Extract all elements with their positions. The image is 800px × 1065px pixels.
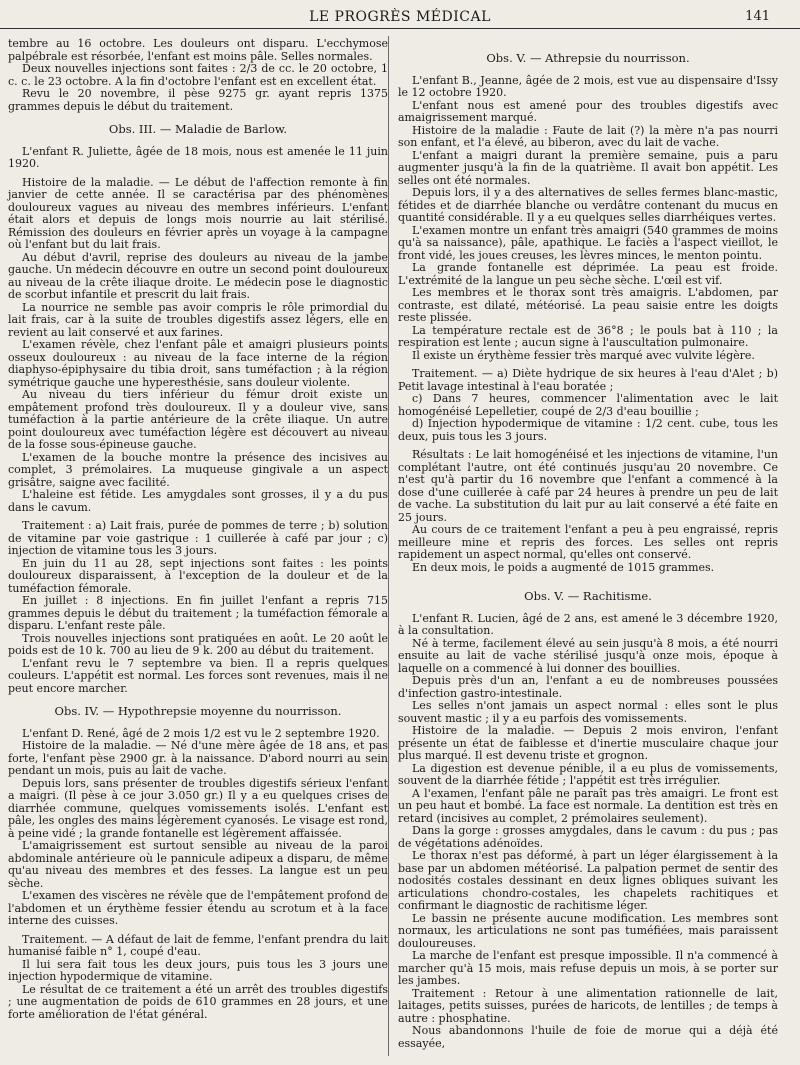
paragraph: Traitement. — A défaut de lait de femme, l'enfant prendra du lait humanisé faible n° 1, coupé d'eau. [8,932,388,958]
right-column [398,38,778,1050]
paragraph: Histoire de la maladie. — Né d'une mère âgée de 18 ans, et pas forte, l'enfant pèse 2900 gr. à la naissance. D'abord nourri au sein pendant un mois, puis au lait de vache. [8,739,388,777]
paragraph: L'enfant R. Juliette, âgée de 18 mois, nous est amenée le 11 juin 1920. [8,144,388,170]
left-column [8,38,388,1021]
paragraph: Le bassin ne présente aucune modification. Les membres sont normaux, les articulations ne sont pas tuméfiées, mais paraissent douloureuses. [398,911,778,950]
page-number: 141 [745,9,770,24]
column-divider [388,36,389,1056]
paragraph: Histoire de la maladie. — Depuis 2 mois environ, l'enfant présente un état de faiblesse et d'inertie musculaire chaque jour plus marqué. Il est devenu triste et grognon. [398,724,778,762]
paragraph: L'examen des viscères ne révèle que de l'empâtement profond de l'abdomen et un érythème fessier étendu au scrotum et à la face interne des cuisses. [8,889,388,927]
paragraph: La nourrice ne semble pas avoir compris le rôle primordial du lait frais, car à la suite de troubles digestifs assez légers, elle en revient au lait conservé et aux farines. [8,300,388,339]
paragraph: Histoire de la maladie. — Le début de l'affection remonte à fin janvier de cette année. Il se caractérisa par des phénomènes douloureux vagues au niveau des membres inférieurs. L'enfant était alors et depuis de longs mois nourrie au lait stérilisé. Rémission des douleurs en février après un voyage à la campagne où l'enfant but du lait frais. [8,175,388,251]
paragraph: En juillet : 8 injections. En fin juillet l'enfant a repris 715 grammes depuis le début du traitement ; la tuméfaction fémorale a disparu. L'enfant reste pâle. [8,594,388,632]
paragraph: La marche de l'enfant est presque impossible. Il n'a commencé à marcher qu'à 15 mois, mais refuse depuis un mois, à se porter sur les jambes. [398,949,778,987]
paragraph: Depuis lors, sans présenter de troubles digestifs sérieux l'enfant a maigri. (Il pèse à ce jour 3.050 gr.) Il y a eu quelques crises de diarrhée commune, quelques vomissements isolés. L'enfant est pâle, les ongles des mains légèrement cyanosés. Le visage est rond, à peine vidé ; la grande fontanelle est légèrement affaissée. [8,776,388,840]
paragraph: En deux mois, le poids a augmenté de 1015 grammes. [412,560,715,574]
observation-heading: Obs. V. — Athrepsie du nourrisson. [486,51,690,65]
observation-heading: Obs. IV. — Hypothrepsie moyenne du nourrisson. [54,704,342,718]
running-header [0,6,800,29]
paragraph: L'enfant nous est amené pour des troubles digestifs avec amaigrissement marqué. [398,98,778,124]
paragraph: L'enfant a maigri durant la première semaine, puis a paru augmenter jusqu'à la fin de la quatrième. Il avait bon appétit. Les selles ont été normales. [398,148,778,187]
paragraph: Il existe un érythème fessier très marqué avec vulvite légère. [412,348,755,362]
paragraph: Trois nouvelles injections sont pratiquées en août. Le 20 août le poids est de 10 k. 700 au lieu de 9 k. 200 au début du traitement. [8,631,388,657]
paragraph: tembre au 16 octobre. Les douleurs ont disparu. L'ecchymose palpébrale est résorbée, l'enfant est moins pâle. Selles normales. [8,37,388,63]
paragraph: Au cours de ce traitement l'enfant a peu à peu engraissé, repris meilleure mine et repris des forces. Les selles ont repris rapidement un aspect normal, qu'elles ont conservé. [398,523,778,561]
paragraph: Deux nouvelles injections sont faites : 2/3 de cc. le 20 octobre, 1 c. c. le 23 octobre. A la fin d'octobre l'enfant est en excellent état. [8,62,388,88]
paragraph: L'enfant D. René, âgé de 2 mois 1/2 est vu le 2 septembre 1920. [22,726,380,740]
paragraph: Traitement : Retour à une alimentation rationnelle de lait, laitages, petits suisses, purées de haricots, de lentilles ; de temps à autre : phosphatine. [398,986,778,1025]
paragraph: Dans la gorge : grosses amygdales, dans le cavum : du pus ; pas de végétations adénoïdes. [398,824,778,850]
paragraph: d) Injection hypodermique de vitamine : 1/2 cent. cube, tous les deux, puis tous les 3 jours. [398,417,778,443]
journal-title: LE PROGRÈS MÉDICAL [309,9,491,25]
paragraph: L'enfant B., Jeanne, âgée de 2 mois, est vue au dispensaire d'Issy le 12 octobre 1920. [398,73,778,99]
paragraph: Au début d'avril, reprise des douleurs au niveau de la jambe gauche. Un médecin découvre en outre un second point douloureux au niveau de la crête iliaque droite. Le médecin pose le diagnostic de scorbut infantile et prescrit du lait frais. [8,250,388,301]
paragraph: Le thorax n'est pas déformé, à part un léger élargissement à la base par un abdomen météorisé. La palpation permet de sentir des nodosités costales dessinant en deux lignes obliques suivant les articulations chondro-costales, les chapelets rachitiques et confirmant le diagnostic de rachitisme léger. [398,849,778,912]
paragraph: L'examen montre un enfant très amaigri (540 grammes de moins qu'à sa naissance), pâle, apathique. Le faciès a l'aspect vieillot, le front vidé, les joues creuses, les lèvres minces, le menton pointu. [398,223,778,262]
paragraph: Résultats : Le lait homogénéisé et les injections de vitamine, l'un complétant l'autre, ont été continués jusqu'au 20 novembre. Ce n'est qu'à partir du 16 novembre que l'enfant a commencé à la dose d'une cuillerée à café par 24 heures à prendre un peu de lait de vache. La substitution du lait pur au lait conservé a été faite en 25 jours. [398,448,778,524]
observation-heading: Obs. V. — Rachitisme. [524,589,652,603]
paragraph: En juin du 11 au 28, sept injections sont faites : les points douloureux disparaissent, à l'exception de la douleur et de la tuméfaction fémorale. [8,556,388,595]
paragraph: Traitement. — a) Diète hydrique de six heures à l'eau d'Alet ; b) Petit lavage intestinal à l'eau boratée ; [398,367,778,393]
paragraph: L'haleine est fétide. Les amygdales sont grosses, il y a du pus dans le cavum. [8,488,388,514]
paragraph: Histoire de la maladie : Faute de lait (?) la mère n'a pas nourri son enfant, et l'a élevé, au biberon, avec du lait de vache. [398,123,778,149]
paragraph: La grande fontanelle est déprimée. La peau est froide. L'extrémité de la langue un peu sèche sèche. L'œil est vif. [398,261,778,287]
observation-heading: Obs. III. — Maladie de Barlow. [108,122,288,136]
paragraph: L'enfant R. Lucien, âgé de 2 ans, est amené le 3 décembre 1920, à la consultation. [398,611,778,637]
paragraph: Il lui sera fait tous les deux jours, puis tous les 3 jours une injection hypodermique de vitamine. [8,957,388,983]
paragraph: Le résultat de ce traitement a été un arrêt des troubles digestifs ; une augmentation de poids de 610 grammes en 28 jours, et une forte amélioration de l'état général. [8,982,388,1021]
paragraph: A l'examen, l'enfant pâle ne paraît pas très amaigri. Le front est un peu haut et bombé. La face est normale. La dentition est très en retard (incisives au complet, 2 prémolaires seulement). [398,786,778,825]
paragraph: Revu le 20 novembre, il pèse 9275 gr. ayant repris 1375 grammes depuis le début du traitement. [8,87,388,113]
paragraph: La digestion est devenue pénible, il a eu plus de vomissements, souvent de la diarrhée fétide ; l'appétit est très irrégulier. [398,761,778,787]
paragraph: La température rectale est de 36°8 ; le pouls bat à 110 ; la respiration est lente ; aucun signe à l'auscultation pulmonaire. [398,323,778,349]
paragraph: c) Dans 7 heures, commencer l'alimentation avec le lait homogénéisé Lepelletier, coupé de 2/3 d'eau bouillie ; [398,392,778,418]
paragraph: Au niveau du tiers inférieur du fémur droit existe un empâtement profond très douloureux. Il y a douleur vive, sans tuméfaction à la partie antérieure de la crête iliaque. Un autre point douloureux avec tuméfaction légère est découvert au niveau de la fosse sous-épineuse gauche. [8,388,388,451]
paragraph: Né à terme, facilement élevé au sein jusqu'à 8 mois, a été nourri ensuite au lait de vache stérilisé jusqu'à onze mois, époque à laquelle on a commencé à lui donner des bouillies. [398,636,778,675]
paragraph: Les membres et le thorax sont très amaigris. L'abdomen, par contraste, est dilaté, météorisé. La peau saisie entre les doigts reste plissée. [398,286,778,324]
paragraph: L'amaigrissement est surtout sensible au niveau de la paroi abdominale antérieure où le pannicule adipeux a disparu, de même qu'au niveau des membres et des fesses. La langue est un peu sèche. [8,839,388,890]
paragraph: Traitement : a) Lait frais, purée de pommes de terre ; b) solution de vitamine par voie gastrique : 1 cuillerée à café par jour ; c) injection de vitamine tous les 3 jours. [8,519,388,557]
paragraph: L'enfant revu le 7 septembre va bien. Il a repris quelques couleurs. L'appétit est normal. Les forces sont revenues, mais il ne peut encore marcher. [8,656,388,695]
paragraph: Depuis près d'un an, l'enfant a eu de nombreuses poussées d'infection gastro-intestinale. [398,674,778,700]
paragraph: Les selles n'ont jamais un aspect normal : elles sont le plus souvent mastic ; il y a eu parfois des vomissements. [398,699,778,725]
paragraph: L'examen révèle, chez l'enfant pâle et amaigri plusieurs points osseux douloureux : au niveau de la face interne de la région diaphyso-épiphysaire du tibia droit, sans tuméfaction ; à la région symétrique gauche une hyperesthésie, sans douleur violente. [8,338,388,389]
paragraph: Depuis lors, il y a des alternatives de selles fermes blanc-mastic, fétides et de diarrhée blanche ou verdâtre contenant du mucus en quantité considérable. Il y a eu quelques selles diarrhéiques vertes. [398,186,778,224]
paragraph: L'examen de la bouche montre la présence des incisives au complet, 3 prémolaires. La muqueuse gingivale a un aspect grisâtre, saigne avec facilité. [8,450,388,489]
paragraph: Nous abandonnons l'huile de foie de morue qui a déjà été essayée, [398,1024,778,1050]
